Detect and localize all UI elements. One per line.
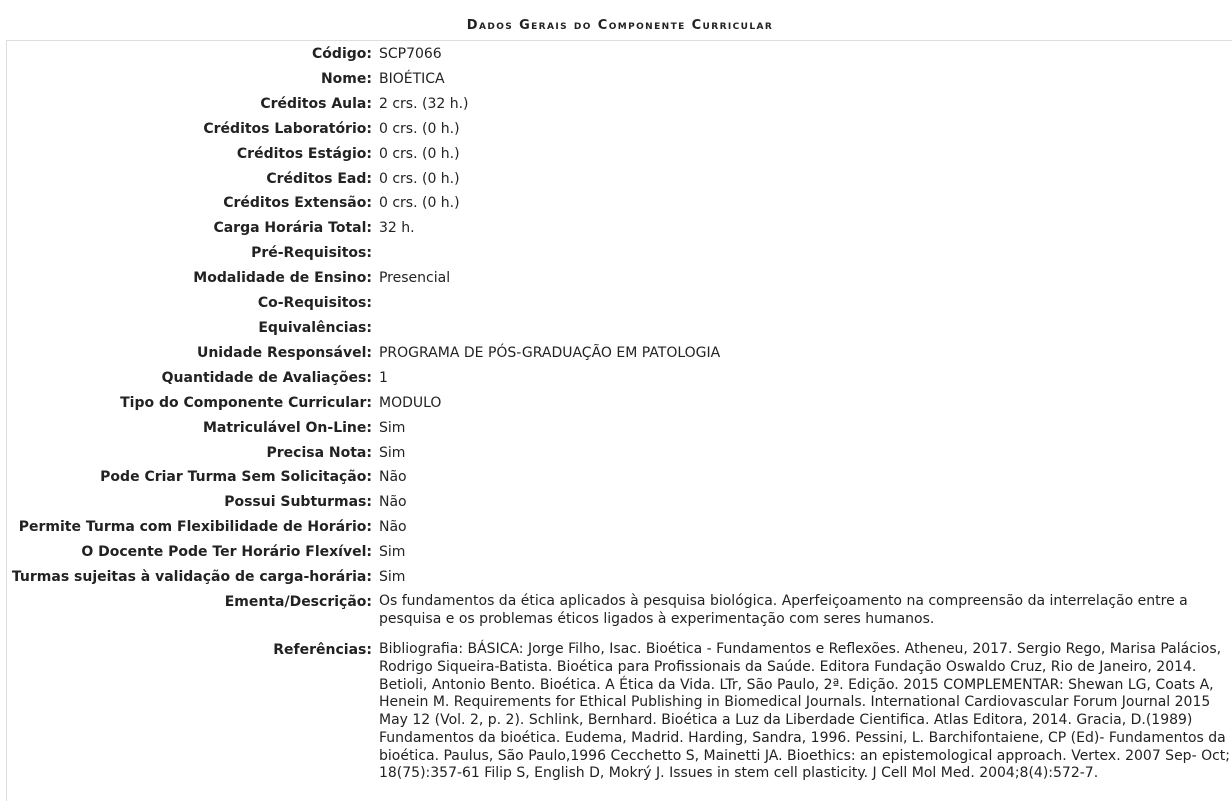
field-value: 0 crs. (0 h.) [378, 170, 460, 187]
field-value: 0 crs. (0 h.) [378, 195, 460, 212]
field-value: 0 crs. (0 h.) [378, 120, 460, 137]
field-value: 0 crs. (0 h.) [378, 145, 460, 162]
field-label: Créditos Extensão: [223, 195, 372, 212]
field-label: Pré-Requisitos: [251, 245, 372, 262]
field-value [372, 316, 1232, 341]
field-label: Possui Subturmas: [224, 494, 372, 511]
field-value: Sim [378, 419, 406, 436]
field-row-equivalencias [8, 316, 1232, 341]
field-value: Não [378, 494, 407, 511]
course-details-rows [8, 42, 1232, 786]
field-value: MODULO [378, 394, 442, 411]
field-row-modalidade-de-ensino [8, 266, 1232, 291]
field-row-possui-subturmas [8, 490, 1232, 515]
field-row-carga-horaria-total [8, 216, 1232, 241]
field-label: Carga Horária Total: [213, 220, 372, 237]
field-label: Créditos Ead: [266, 170, 372, 187]
field-value: Não [378, 469, 407, 486]
field-value: SCP7066 [378, 46, 442, 62]
field-label: Equivalências: [258, 319, 372, 336]
field-label: Turmas sujeitas à validação de carga-horária: [11, 569, 372, 586]
field-label: Créditos Aula: [260, 95, 372, 112]
field-row-permite-turma-com-flexibilidade-de-horario [8, 515, 1232, 540]
field-label: O Docente Pode Ter Horário Flexível: [81, 544, 372, 561]
field-value [372, 241, 1232, 266]
field-row-creditos-laboratorio [8, 117, 1232, 142]
field-row-ementa-descricao [8, 590, 1232, 631]
field-value: 32 h. [378, 220, 415, 237]
field-row-matriculavel-on-line [8, 416, 1232, 441]
field-row-codigo [8, 42, 1232, 67]
field-row-creditos-ead [8, 167, 1232, 192]
field-value: Presencial [378, 270, 451, 287]
field-value: Sim [378, 569, 406, 586]
field-label: Pode Criar Turma Sem Solicitação: [100, 469, 372, 486]
field-row-tipo-do-componente-curricular [8, 391, 1232, 416]
field-row-creditos-extensao [8, 191, 1232, 216]
field-value: PROGRAMA DE PÓS-GRADUAÇÃO EM PATOLOGIA [378, 344, 721, 361]
field-label: Quantidade de Avaliações: [161, 369, 372, 386]
field-value: BIOÉTICA [378, 70, 445, 87]
field-row-co-requisitos [8, 291, 1232, 316]
field-label: Precisa Nota: [266, 444, 372, 461]
field-row-turmas-sujeitas-a-validacao-de-carga-horaria [8, 565, 1232, 590]
field-label: Co-Requisitos: [257, 295, 372, 312]
field-label: Permite Turma com Flexibilidade de Horário: [18, 519, 372, 536]
field-row-creditos-aula [8, 92, 1232, 117]
field-row-unidade-responsavel [8, 341, 1232, 366]
field-value: Sim [378, 444, 406, 461]
field-label: Nome: [320, 70, 372, 87]
field-value: Os fundamentos da ética aplicados à pesquisa biológica. Aperfeiçoamento na compreensão da interrelação entre a pesquisa e os problemas éticos ligados à experimentação com seres humanos. [378, 592, 1188, 627]
field-row-o-docente-pode-ter-horario-flexivel [8, 540, 1232, 565]
field-label: Referências: [273, 642, 372, 659]
field-row-quantidade-de-avaliacoes [8, 366, 1232, 391]
field-label: Unidade Responsável: [196, 344, 372, 361]
course-details-table [8, 42, 1232, 786]
field-value: 1 [378, 369, 388, 386]
field-row-referencias [8, 631, 1232, 786]
field-label: Matriculável On-Line: [202, 419, 372, 436]
field-row-pode-criar-turma-sem-solicitacao [8, 465, 1232, 490]
field-value: Não [378, 519, 407, 536]
field-row-pre-requisitos [8, 241, 1232, 266]
field-label: Código: [312, 46, 372, 62]
field-row-nome [8, 67, 1232, 92]
field-value: Bibliografia: BÁSICA: Jorge Filho, Isac. Bioética - Fundamentos e Reflexões. Atheneu, 2017. Sergio Rego, Marisa Palácios, Rodrigo Siqueira-Batista. Bioética para Profissionais da Saúde. Editora Fundação Oswaldo Cruz, Rio de Janeiro, 2014. Betioli, Antonio Bento. Bioética. A Ética da Vida. LTr, São Paulo, 2ª. Edição. 2015 COMPLEMENTAR: Shewan LG, Coats A, Henein M. Requirements for Ethical Publishing in Biomedical Journals. International Cardiovascular Forum Journal 2015 May 12 (Vol. 2, p. 2). Schlink, Bernhard. Bioética a Luz da Liberdade Cientifica. Atlas Editora, 2014. Gracia, D.(1989) Fundamentos da bioética. Eudema, Madrid. Harding, Sandra, 1996. Pessini, L. Barchifontaiene, CP (Ed)- Fundamentos da bioética. Paulus, São Paulo,1996 Cecchetto S, Mainetti JA. Bioethics: an epistemological approach. Vertex. 2007 Sep- Oct; 18(75):357-61 Filip S, English D, Mokrý J. Issues in stem cell plasticity. J Cell Mol Med. 2004;8(4):572-7. [378, 641, 1230, 782]
field-label: Créditos Estágio: [236, 145, 372, 162]
section-caption: Dados Gerais do Componente Curricular [466, 18, 774, 33]
field-value: 2 crs. (32 h.) [378, 95, 469, 112]
field-label: Créditos Laboratório: [203, 120, 372, 137]
field-label: Modalidade de Ensino: [193, 270, 372, 287]
field-value [372, 291, 1232, 316]
field-row-creditos-estagio [8, 142, 1232, 167]
field-label: Ementa/Descrição: [224, 593, 372, 610]
field-value: Sim [378, 544, 406, 561]
field-row-precisa-nota [8, 441, 1232, 466]
field-label: Tipo do Componente Curricular: [120, 394, 372, 411]
